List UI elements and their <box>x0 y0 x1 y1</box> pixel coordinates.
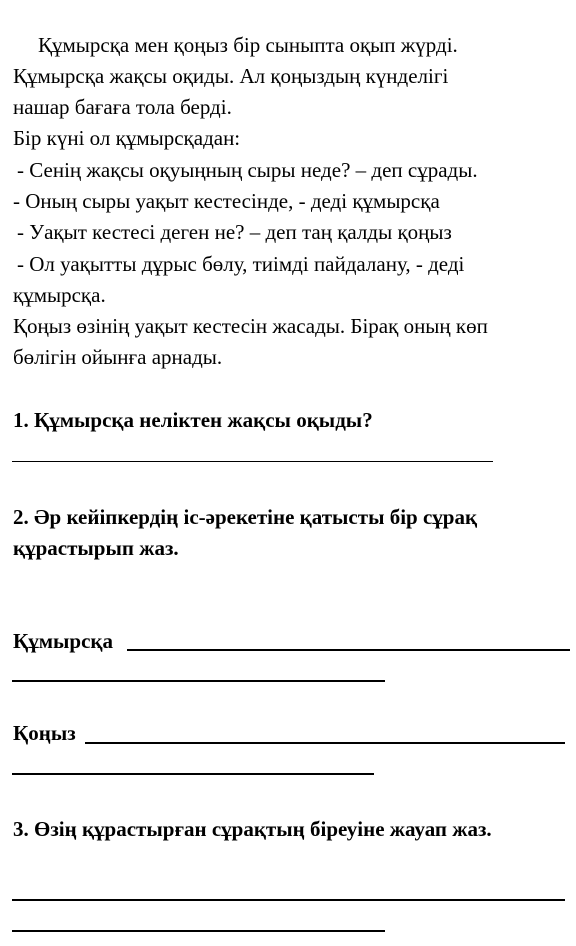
story-line: Бір күні ол құмырсқадан: <box>13 126 241 150</box>
story-line: - Оның сыры уақыт кестесінде, - деді құмырсқа <box>13 189 440 213</box>
story-line: Құмырсқа жақсы оқиды. Ал қоңыздың күнделігі <box>13 64 449 88</box>
answer-line-beetle[interactable] <box>85 742 565 744</box>
answer-line-q3-continued[interactable] <box>12 930 385 932</box>
answer-line-q3[interactable] <box>12 899 565 901</box>
story-line: - Сенің жақсы оқуыңның сыры неде? – деп сұрады. <box>17 158 478 182</box>
question-2-line-2: құрастырып жаз. <box>13 536 179 560</box>
answer-label-beetle: Қоңыз <box>13 721 76 745</box>
answer-line-ant[interactable] <box>127 649 570 651</box>
story-line: - Уақыт кестесі деген не? – деп таң қалды қоңыз <box>17 220 452 244</box>
story-line: нашар бағаға тола берді. <box>13 95 232 119</box>
question-1: 1. Құмырсқа неліктен жақсы оқыды? <box>13 408 373 432</box>
answer-label-ant: Құмырсқа <box>13 629 114 653</box>
question-3: 3. Өзің құрастырған сұрақтың біреуіне жауап жаз. <box>13 817 492 841</box>
answer-line-ant-continued[interactable] <box>12 680 385 682</box>
story-line: - Ол уақытты дұрыс бөлу, тиімді пайдалану, - деді <box>17 252 465 276</box>
story-line: құмырсқа. <box>13 283 106 307</box>
question-2-line-1: 2. Әр кейіпкердің іс-әрекетіне қатысты бір сұрақ <box>13 505 478 529</box>
story-line: бөлігін ойынға арнады. <box>13 345 223 369</box>
story-line: Құмырсқа мен қоңыз бір сыныпта оқып жүрді. <box>38 33 458 57</box>
story-line: Қоңыз өзінің уақыт кестесін жасады. Бірақ оның көп <box>13 314 488 338</box>
answer-line-beetle-continued[interactable] <box>12 773 374 775</box>
answer-line-q1[interactable] <box>12 461 493 462</box>
